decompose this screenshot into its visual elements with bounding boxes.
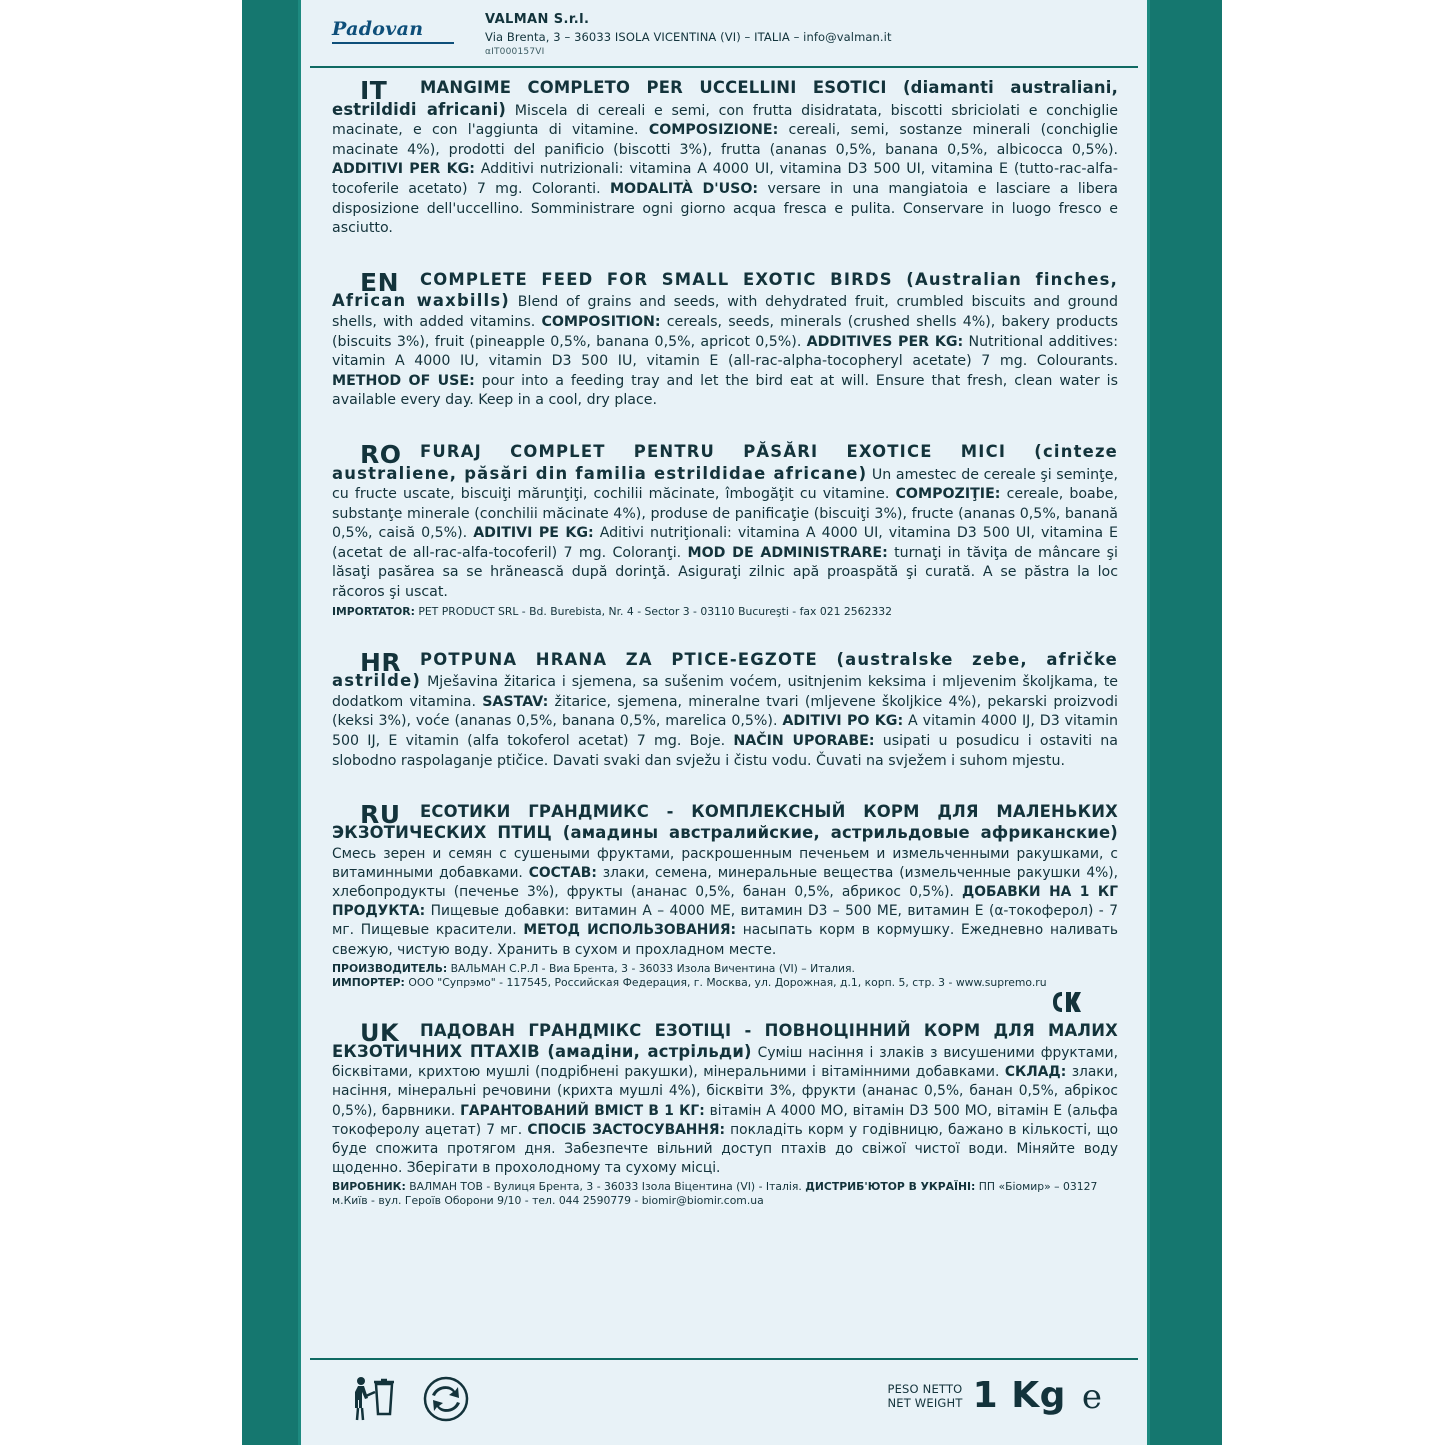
teal-frame-right: [1162, 0, 1222, 1445]
estimated-sign-icon: e: [1081, 1377, 1102, 1417]
language-title-ru: ЕСОТИКИ ГРАНДМИКС - КОМПЛЕКСНЫЙ КОРМ ДЛЯ МАЛЕНЬКИХ ЭКЗОТИЧЕСКИХ ПТИЦ (амадины австралийские, астрильдовые африканские): [332, 802, 1118, 843]
language-block-hr: [332, 647, 1118, 803]
language-body-uk: Суміш насіння і злаків з висушеними фруктами, бісквітами, крихтою мушлі (подрібнені ракушки), мінеральними і вітамінними добавками. СКЛАД: злаки, насіння, мінеральні речовини (крихта мушлі 4%), бісквіти 3%, фрукти (ананас 0,5%, банан 0,5%, абрікос 0,5%), барвники. ГАРАНТОВАНИЙ ВМІСТ В 1 КГ: вітамін А 4000 МО, вітамін D3 500 МО, вітамін Е (альфа токоферолу ацетат) 7 мг. СПОСІБ ЗАСТОСУВАННЯ: покладіть корм у годівницю, бажано в кількості, що буде спожита протягом дня. Забезпечте вільний доступ птахів до свіжої чистої води. Міняйте воду щоденно. Зберігати в прохолодному та сухому місці.: [332, 1045, 1119, 1177]
language-code-hr: HR: [360, 647, 402, 677]
language-sections: [310, 78, 1140, 1348]
language-title-uk: ПАДОВАН ГРАНДМІКС ЕЗОТІЦІ - ПОВНОЦІННИЙ КОРМ ДЛЯ МАЛИХ ЕКЗОТИЧНИХ ПТАХІВ (амадіни, астрільди): [332, 1020, 1118, 1062]
language-title-ro: FURAJ COMPLET PENTRU PĂSĂRI EXOTICE MICI (cinteze australiene, păsări din familia estrildidae africane): [332, 441, 1118, 483]
net-weight-label-en: NET WEIGHT: [887, 1396, 963, 1410]
manufacturer-address: Via Brenta, 3 – 36033 ISOLA VICENTINA (VI) – ITALIA – info@valman.it: [485, 30, 892, 44]
language-body-it: Miscela di cereali e semi, con frutta disidratata, biscotti sbriciolati e conchiglie macinate, e con l'aggiunta di vitamine. COMPOSIZIONE: cereali, semi, sostanze minerali (conchiglie macinate 4%), prodotti del panificio (biscotti 3%), frutta (ananas 0,5%, banana 0,5%, albicocca 0,5%). ADDITIVI PER KG: Additivi nutrizionali: vitamina A 4000 UI, vitamina D3 500 UI, vitamina E (tutto-rac-alfa-tocoferile acetato) 7 mg. Coloranti. MODALITÀ D'USO: versare in una mangiatoia e lasciare a libera disposizione dell'uccellino. Somministrare ogni giorno acqua fresca e pulita. Conservare in luogo fresco e asciutto.: [332, 102, 1118, 237]
section-divider: [332, 417, 1118, 418]
importer-note-ro: IMPORTATOR: PET PRODUCT SRL - Bd. Burebista, Nr. 4 - Sector 3 - 03110 Bucureşti - fax 021 2562332: [332, 604, 892, 618]
language-body-hr: Mješavina žitarica i sjemena, sa sušenim voćem, usitnjenim keksima i mljevenim školjkama, te dodatkom vitamina. SASTAV: žitarice, sjemena, mineralne tvari (mljevene školjkice 4%), pekarski proizvodi (keksi 3%), voće (ananas 0,5%, banana 0,5%, marelica 0,5%). ADITIVI PO KG: A vitamin 4000 IJ, D3 vitamin 500 IJ, E vitamin (alfa tokoferol acetat) 7 mg. Boje. NAČIN UPORABE: usipati u posudicu i ostaviti na slobodno raspolaganje ptičice. Davati svaki dan svježu i čistu vodu. Čuvati na svježem i suhom mjestu.: [332, 674, 1118, 769]
language-block-ro: [332, 439, 1118, 650]
language-text-uk: [332, 1018, 1119, 1179]
label-header: [310, 8, 1140, 64]
language-title-it: MANGIME COMPLETO PER UCCELLINI ESOTICI (diamanti australiani, estrildidi africani): [332, 78, 1118, 119]
language-title-hr: POTPUNA HRANA ZA PTICE-EGZOTE (australske zebe, afričke astrilde): [332, 649, 1118, 691]
language-block-uk: [332, 1018, 1119, 1223]
language-text-it: [332, 78, 1118, 239]
manufacturer-distributor-note-uk: ВИРОБНИК: ВАЛМАН ТОВ - Вулиця Брента, 3 - 36033 Ізола Віцентина (VI) - Італія. ДИСТРИБ'ЮТОР В УКРАЇНІ: ПП «Біомир» – 03127 м.Київ - вул. Героїв Оборони 9/10 - тел. 044 2590779 - biomir@biomir.com.ua: [332, 1180, 1098, 1208]
section-divider: [332, 996, 1118, 997]
language-text-ru: [332, 802, 1118, 960]
language-body-en: Blend of grains and seeds, with dehydrated fruit, crumbled biscuits and ground shells, with added vitamins. COMPOSITION: cereals, seeds, minerals (crushed shells 4%), bakery products (biscuits 3%), fruit (pineapple 0,5%, banana 0,5%, apricot 0,5%). ADDITIVES PER KG: Nutritional additives: vitamin A 4000 IU, vitamin D3 500 IU, vitamin E (all-rac-alpha-tocopheryl acetate) 7 mg. Colourants. METHOD OF USE: pour into a feeding tray and let the bird eat at will. Ensure that fresh, clean water is available every day. Keep in a cool, dry place.: [332, 294, 1118, 409]
language-code-it: IT: [360, 76, 388, 105]
language-title-en: COMPLETE FEED FOR SMALL EXOTIC BIRDS (Australian finches, African waxbills): [332, 269, 1118, 311]
language-text-ro: [332, 439, 1118, 603]
language-code-uk: UK: [360, 1018, 400, 1047]
language-block-it: [332, 78, 1118, 270]
language-text-en: [332, 267, 1118, 411]
bottom-divider: [310, 1358, 1138, 1360]
brand-underline: [332, 42, 454, 44]
manufacturer-name: VALMAN S.r.l.: [485, 12, 590, 27]
language-block-en: [332, 267, 1118, 442]
manufacturer-block: [485, 12, 1125, 57]
language-block-ru: [332, 802, 1118, 1021]
green-dot-recycling-icon: [422, 1374, 470, 1424]
waste-bin-icon: [352, 1374, 396, 1424]
language-code-ro: RO: [360, 439, 402, 469]
section-divider: [332, 777, 1118, 778]
net-weight-value: 1 Kg: [972, 1375, 1066, 1416]
net-weight-label-it: PESO NETTO: [887, 1382, 963, 1396]
language-body-ro: Un amestec de cereale şi seminţe, cu fructe uscate, biscuiţi mărunţiţi, cochilii măcinate, îmbogăţit cu vitamine. COMPOZIŢIE: cereale, boabe, substanţe minerale (conchilii măcinate 4%), produse de panificaţie (biscuiţi 3%), fructe (ananas 0,5%, banană 0,5%, caisă 0,5%). ADITIVI PE KG: Aditivi nutriţionali: vitamina A 4000 UI, vitamina D3 500 UI, vitamina E (acetat de all-rac-alfa-tocoferil) 7 mg. Coloranţi. MOD DE ADMINISTRARE: turnaţi in tăviţa de mâncare şi lăsaţi pasărea sa se hrănească după dorinţă. Asiguraţi zilnic apă proaspătă şi curată. A se păstra la loc răcoros şi uscat.: [332, 466, 1118, 601]
manufacturer-importer-note-ru: ПРОИЗВОДИТЕЛЬ: ВАЛЬМАН С.Р.Л - Виа Брента, 3 - 36033 Изола Вичентина (VI) – Италия. ИМПОРТЕР: ООО "Супрэмо" - 117545, Российская Федерация, г. Москва, ул. Дорожная, д.1, корп. 5, стр. 3 - www.supremo.ru: [332, 961, 1047, 989]
language-code-en: EN: [360, 267, 400, 297]
language-body-ru: Смесь зерен и семян с сушеными фруктами, раскрошенным печеньем и измельченными ракушками, с витаминными добавками. СОСТАВ: злаки, семена, минеральные вещества (измельченные ракушки 4%), хлебопродукты (печенье 3%), фрукты (ананас 0,5%, банан 0,5%, абрикос 0,5%). ДОБАВКИ НА 1 КГ ПРОДУКТА: Пищевые добавки: витамин А – 4000 МЕ, витамин D3 – 500 МЕ, витамин Е (α-токоферол) - 7 мг. Пищевые красители. МЕТОД ИСПОЛЬЗОВАНИЯ: насыпать корм в кормушку. Ежедневно наливать свежую, чистую воду. Хранить в сухом и прохладном месте.: [332, 845, 1118, 958]
brand-logo: Padovan: [332, 18, 424, 40]
label-footer: [310, 1362, 1140, 1442]
section-divider: [332, 625, 1118, 626]
section-divider: [332, 245, 1118, 246]
net-weight-labels: [887, 1382, 962, 1414]
language-code-ru: RU: [360, 800, 401, 830]
language-text-hr: [332, 647, 1118, 772]
top-divider: [310, 66, 1138, 68]
eac-conformity-mark: [1050, 989, 1084, 1015]
approval-code: αIT000157VI: [485, 47, 545, 57]
net-weight-block: [887, 1375, 1102, 1417]
